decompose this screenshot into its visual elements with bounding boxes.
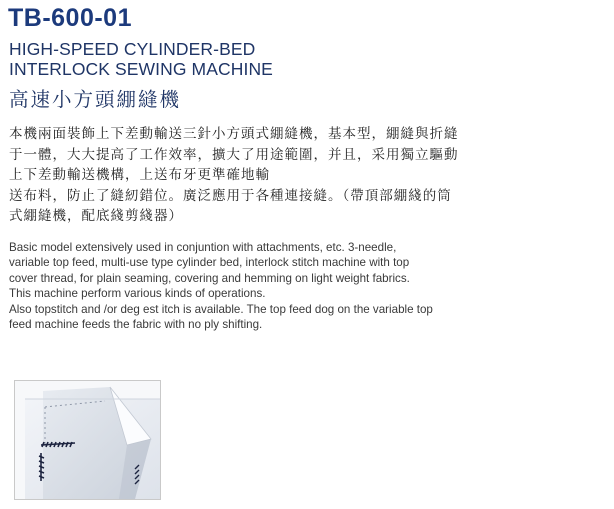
product-title-en-line-1: HIGH-SPEED CYLINDER-BED bbox=[9, 39, 256, 59]
description-zh-line: 送布料，防止了縫紉錯位。廣泛應用于各種連接縫。（帶頂部綳綫的筒 bbox=[9, 187, 452, 204]
description-zh-line: 本機兩面裝飾上下差動輸送三針小方頭式綳縫機，基本型，綳縫與折縫 bbox=[9, 126, 459, 142]
stitch-sample-icon bbox=[15, 381, 160, 499]
description-en-line: Basic model extensively used in conjuntion with attachments, etc. 3-needle, bbox=[9, 241, 397, 254]
product-title-zh: 高速小方頭綳縫機 bbox=[9, 88, 182, 111]
description-en-line: feed machine feeds the fabric with no ply shifting. bbox=[9, 318, 263, 332]
description-zh-line: 式綳縫機，配底綫剪綫器） bbox=[9, 208, 183, 224]
description-en-line: This machine perform various kinds of operations. bbox=[9, 287, 266, 301]
description-zh-line: 上下差動輸送機構，上送布牙更準確地輸 bbox=[9, 167, 270, 183]
description-en-line: cover thread, for plain seaming, covering and hemming on light weight fabrics. bbox=[9, 271, 410, 285]
description-zh-line: 于一體，大大提高了工作效率，擴大了用途範圍，并且，采用獨立驅動 bbox=[9, 146, 459, 163]
description-en-line: Also topstitch and /or deg est itch is available. The top feed dog on the variable top bbox=[9, 302, 433, 316]
model-number: TB-600-01 bbox=[8, 4, 132, 32]
product-title-en-line-2: INTERLOCK SEWING MACHINE bbox=[9, 58, 273, 79]
description-en bbox=[9, 240, 509, 332]
description-en-line: variable top feed, multi-use type cylinder bed, interlock stitch machine with top bbox=[9, 256, 410, 270]
description-zh bbox=[9, 124, 514, 227]
stitch-sample-image bbox=[14, 380, 161, 500]
product-title-en bbox=[9, 40, 273, 79]
